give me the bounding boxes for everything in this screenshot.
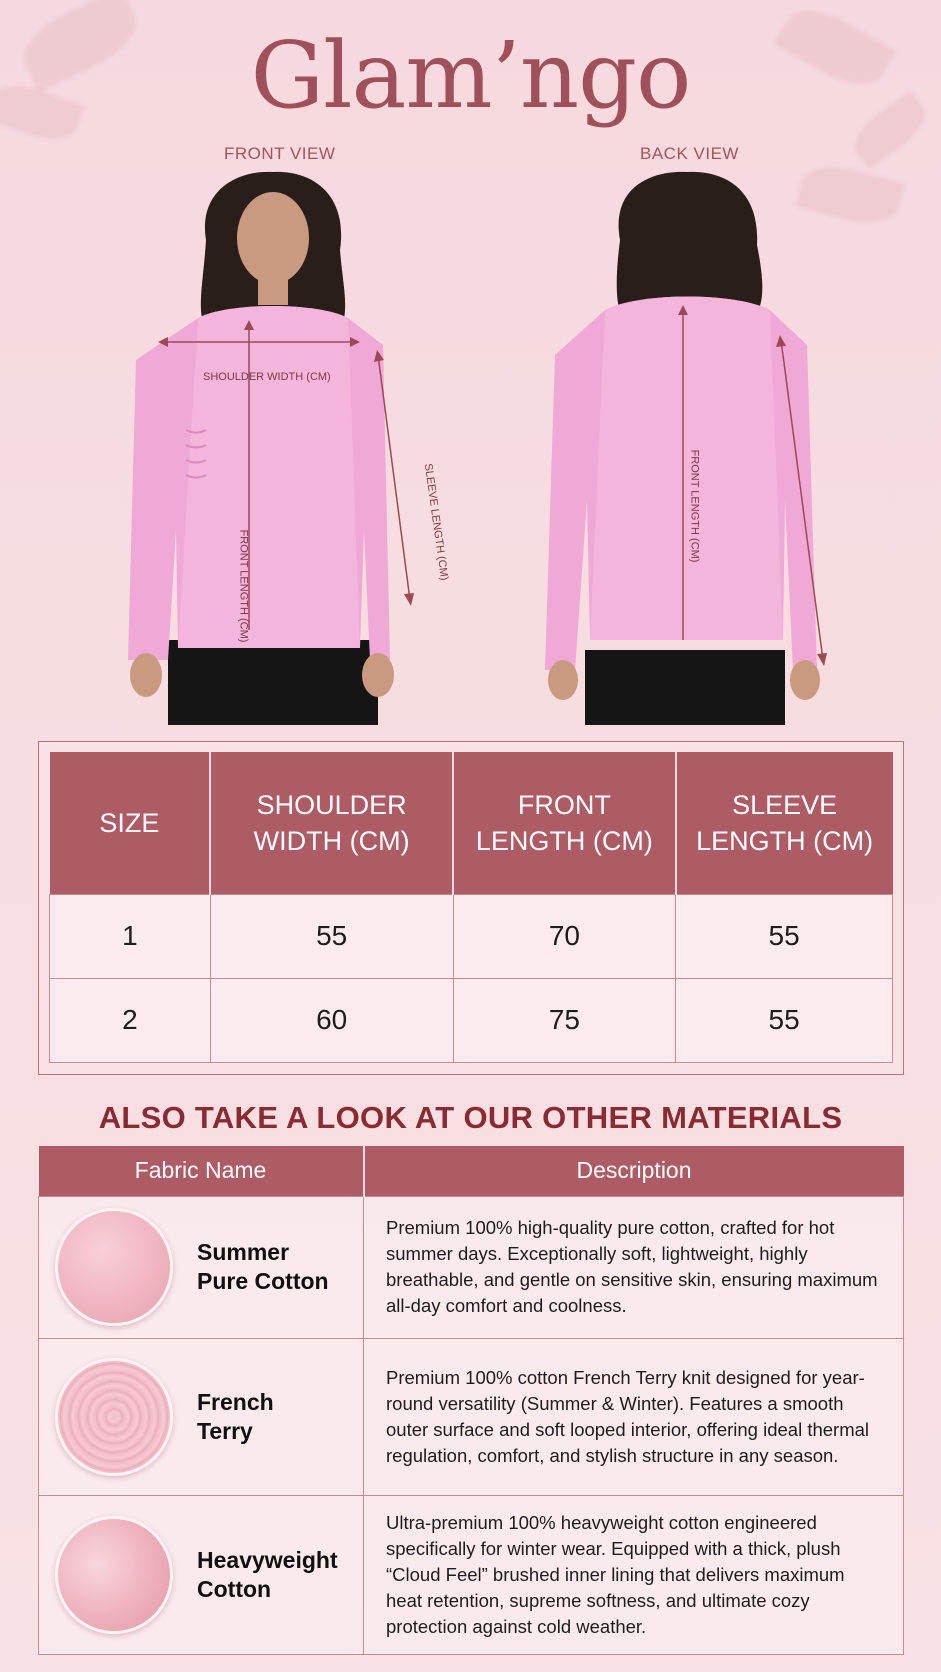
size-chart-table xyxy=(49,752,893,1063)
fabric-name-line: Terry xyxy=(197,1417,253,1444)
front-view-label: FRONT VIEW xyxy=(224,144,336,163)
front-length-header: FRONT LENGTH (CM) xyxy=(453,752,676,894)
table-row xyxy=(39,1338,904,1495)
shoulder-width-label: SHOULDER WIDTH (CM) xyxy=(203,371,331,383)
shoulder-width-header: SHOULDER WIDTH (CM) xyxy=(210,752,453,894)
fabric-cell xyxy=(39,1338,364,1495)
table-row xyxy=(50,978,893,1062)
back-view-figure xyxy=(545,170,830,725)
materials-table xyxy=(38,1146,904,1655)
table-row xyxy=(39,1196,904,1338)
fabric-name-line: Heavyweight xyxy=(197,1546,338,1573)
fabric-swatch-image xyxy=(55,1516,173,1634)
fabric-name xyxy=(197,1238,329,1296)
sleeve-length-cell: 55 xyxy=(676,894,893,978)
fabric-description: Premium 100% cotton French Terry knit designed for year-round versatility (Summer & Winter). Features a smooth outer surface and soft looped interior, offering ideal thermal regulation, comfort, and stylish structure in any season. xyxy=(364,1338,904,1495)
size-header: SIZE xyxy=(50,752,211,894)
size-chart-box xyxy=(38,741,904,1075)
fabric-name-line: Cotton xyxy=(197,1575,272,1602)
fabric-name-header: Fabric Name xyxy=(39,1146,364,1196)
front-view-figure xyxy=(128,170,418,725)
fabric-name-line: Summer xyxy=(197,1239,290,1265)
front-length-label: FRONT LENGTH (CM) xyxy=(237,529,250,643)
fabric-name xyxy=(197,1546,338,1604)
shoulder-cell: 55 xyxy=(210,894,453,978)
sleeve-length-header: SLEEVE LENGTH (CM) xyxy=(676,752,893,894)
materials-title: ALSO TAKE A LOOK AT OUR OTHER MATERIALS xyxy=(98,1100,843,1135)
shoulder-cell: 60 xyxy=(210,978,453,1062)
fabric-cell xyxy=(39,1495,364,1654)
back-model-illustration xyxy=(545,170,830,725)
table-row xyxy=(50,894,893,978)
front-length-cell: 70 xyxy=(453,894,676,978)
fabric-swatch-image xyxy=(55,1208,173,1326)
table-row xyxy=(39,1495,904,1654)
fabric-name-line: French xyxy=(197,1388,274,1415)
back-length-label: FRONT LENGTH (CM) xyxy=(688,449,701,563)
fabric-name-line: Pure Cotton xyxy=(197,1268,329,1294)
front-length-cell: 75 xyxy=(453,978,676,1062)
size-cell: 2 xyxy=(50,978,211,1062)
front-model-illustration xyxy=(128,170,418,725)
description-header: Description xyxy=(364,1146,904,1196)
fabric-name xyxy=(197,1388,274,1446)
fabric-description: Ultra-premium 100% heavyweight cotton engineered specifically for winter wear. Equipped with a thick, plush “Cloud Feel” brushed inner lining that delivers maximum heat retention, supreme softness, and ultimate cozy protection against cold weather. xyxy=(364,1495,904,1654)
brand-logo: Glam’ngo xyxy=(250,22,691,129)
back-view-label: BACK VIEW xyxy=(640,144,739,163)
sleeve-length-label: SLEEVE LENGTH (CM) xyxy=(421,462,451,582)
fabric-description: Premium 100% high-quality pure cotton, crafted for hot summer days. Exceptionally soft, lightweight, highly breathable, and gentle on sensitive skin, ensuring maximum all-day comfort and coolness. xyxy=(364,1196,904,1338)
fabric-swatch-image xyxy=(55,1358,173,1476)
size-cell: 1 xyxy=(50,894,211,978)
fabric-cell xyxy=(39,1196,364,1338)
sleeve-length-cell: 55 xyxy=(676,978,893,1062)
